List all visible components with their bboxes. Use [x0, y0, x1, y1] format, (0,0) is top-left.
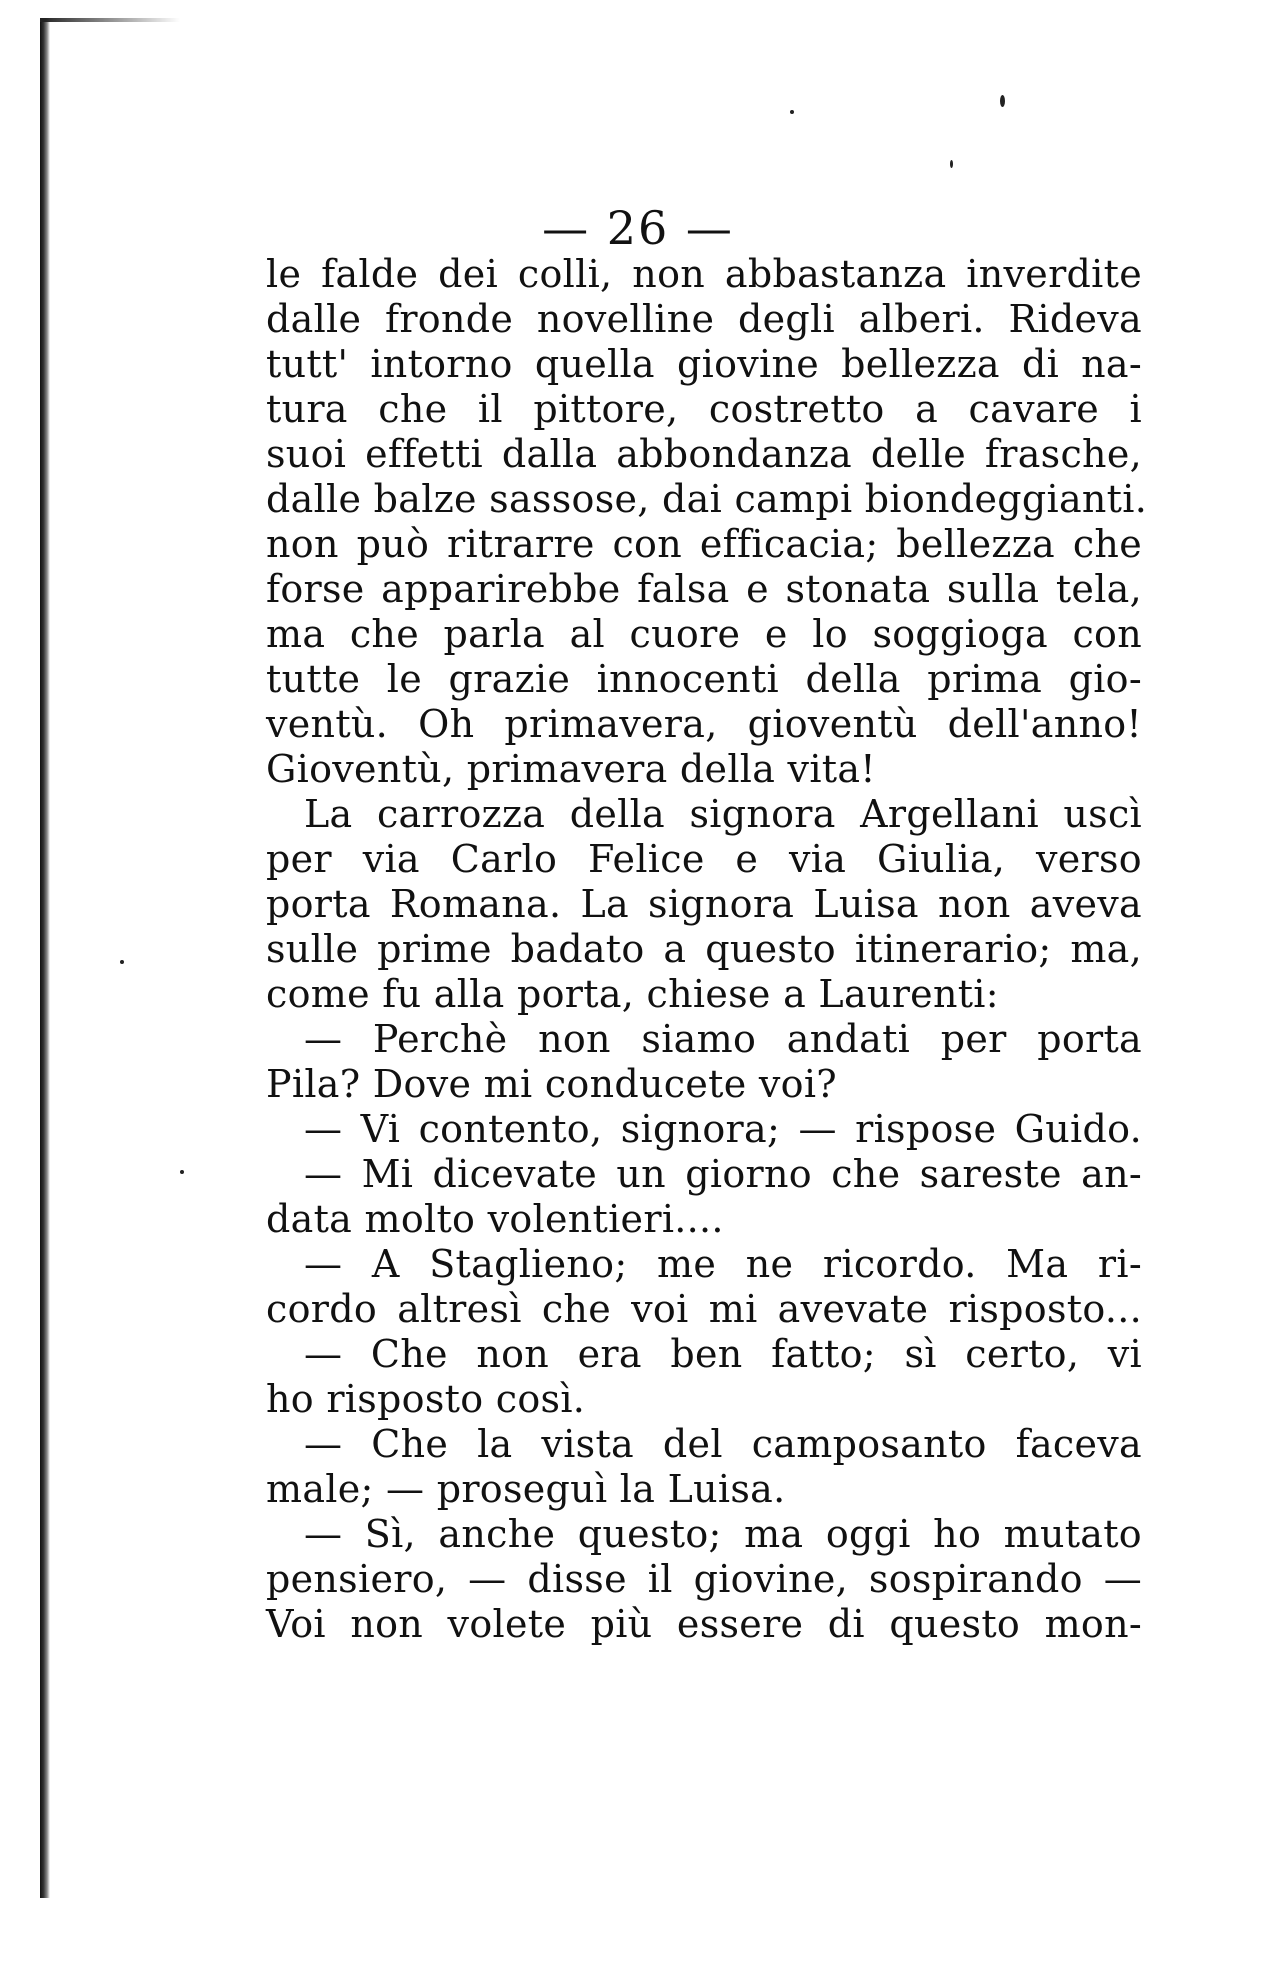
text-line: tutte le grazie innocenti della prima gio- — [266, 657, 1142, 701]
scan-speck — [790, 110, 794, 114]
text-line: le falde dei colli, non abbastanza inverdite — [266, 252, 1142, 296]
scan-speck — [1000, 95, 1005, 107]
text-line: non può ritrarre con efficacia; bellezza che — [266, 522, 1142, 566]
scan-speck — [950, 160, 953, 168]
text-line: — Vi contento, signora; — rispose Guido. — [304, 1107, 1142, 1151]
text-line: forse apparirebbe falsa e stonata sulla tela, — [266, 567, 1142, 611]
text-line: sulle prime badato a questo itinerario; ma, — [266, 927, 1142, 971]
scan-speck — [120, 960, 124, 964]
text-line: tutt' intorno quella giovine bellezza di na- — [266, 342, 1142, 386]
text-line: — Perchè non siamo andati per porta — [304, 1017, 1142, 1061]
text-line: per via Carlo Felice e via Giulia, verso — [266, 837, 1142, 881]
text-line: data molto volentieri.... — [266, 1197, 724, 1241]
text-line: pensiero, — disse il giovine, sospirando — — [266, 1557, 1142, 1601]
scan-binding-shadow — [40, 18, 50, 1898]
text-line: — Che non era ben fatto; sì certo, vi — [304, 1332, 1142, 1376]
text-line: La carrozza della signora Argellani uscì — [304, 792, 1142, 836]
scan-speck — [180, 1170, 184, 1174]
text-line: Gioventù, primavera della vita! — [266, 747, 876, 791]
text-line: — A Staglieno; me ne ricordo. Ma ri- — [304, 1242, 1142, 1286]
text-line: — Mi dicevate un giorno che sareste an- — [304, 1152, 1142, 1196]
text-line: suoi effetti dalla abbondanza delle frasche, — [266, 432, 1142, 476]
scan-top-shadow — [40, 18, 180, 22]
text-line: tura che il pittore, costretto a cavare i — [266, 387, 1142, 431]
text-line: ma che parla al cuore e lo soggioga con — [266, 612, 1142, 656]
body-text — [266, 252, 1148, 1647]
text-line: — Sì, anche questo; ma oggi ho mutato — [304, 1512, 1142, 1556]
text-line: dalle balze sassose, dai campi biondeggianti. — [266, 477, 1148, 521]
text-line: Pila? Dove mi conducete voi? — [266, 1062, 837, 1106]
text-line: ho risposto così. — [266, 1377, 586, 1421]
text-line: porta Romana. La signora Luisa non aveva — [266, 882, 1142, 926]
text-line: dalle fronde novelline degli alberi. Rideva — [266, 297, 1142, 341]
text-line: Voi non volete più essere di questo mon- — [266, 1602, 1142, 1646]
text-line: come fu alla porta, chiese a Laurenti: — [266, 972, 999, 1016]
text-line: ventù. Oh primavera, gioventù dell'anno! — [266, 702, 1142, 746]
page-number: — 26 — — [542, 201, 734, 255]
text-line: male; — proseguì la Luisa. — [266, 1467, 786, 1511]
text-line: — Che la vista del camposanto faceva — [304, 1422, 1142, 1466]
text-line: cordo altresì che voi mi avevate risposto... — [266, 1287, 1142, 1331]
